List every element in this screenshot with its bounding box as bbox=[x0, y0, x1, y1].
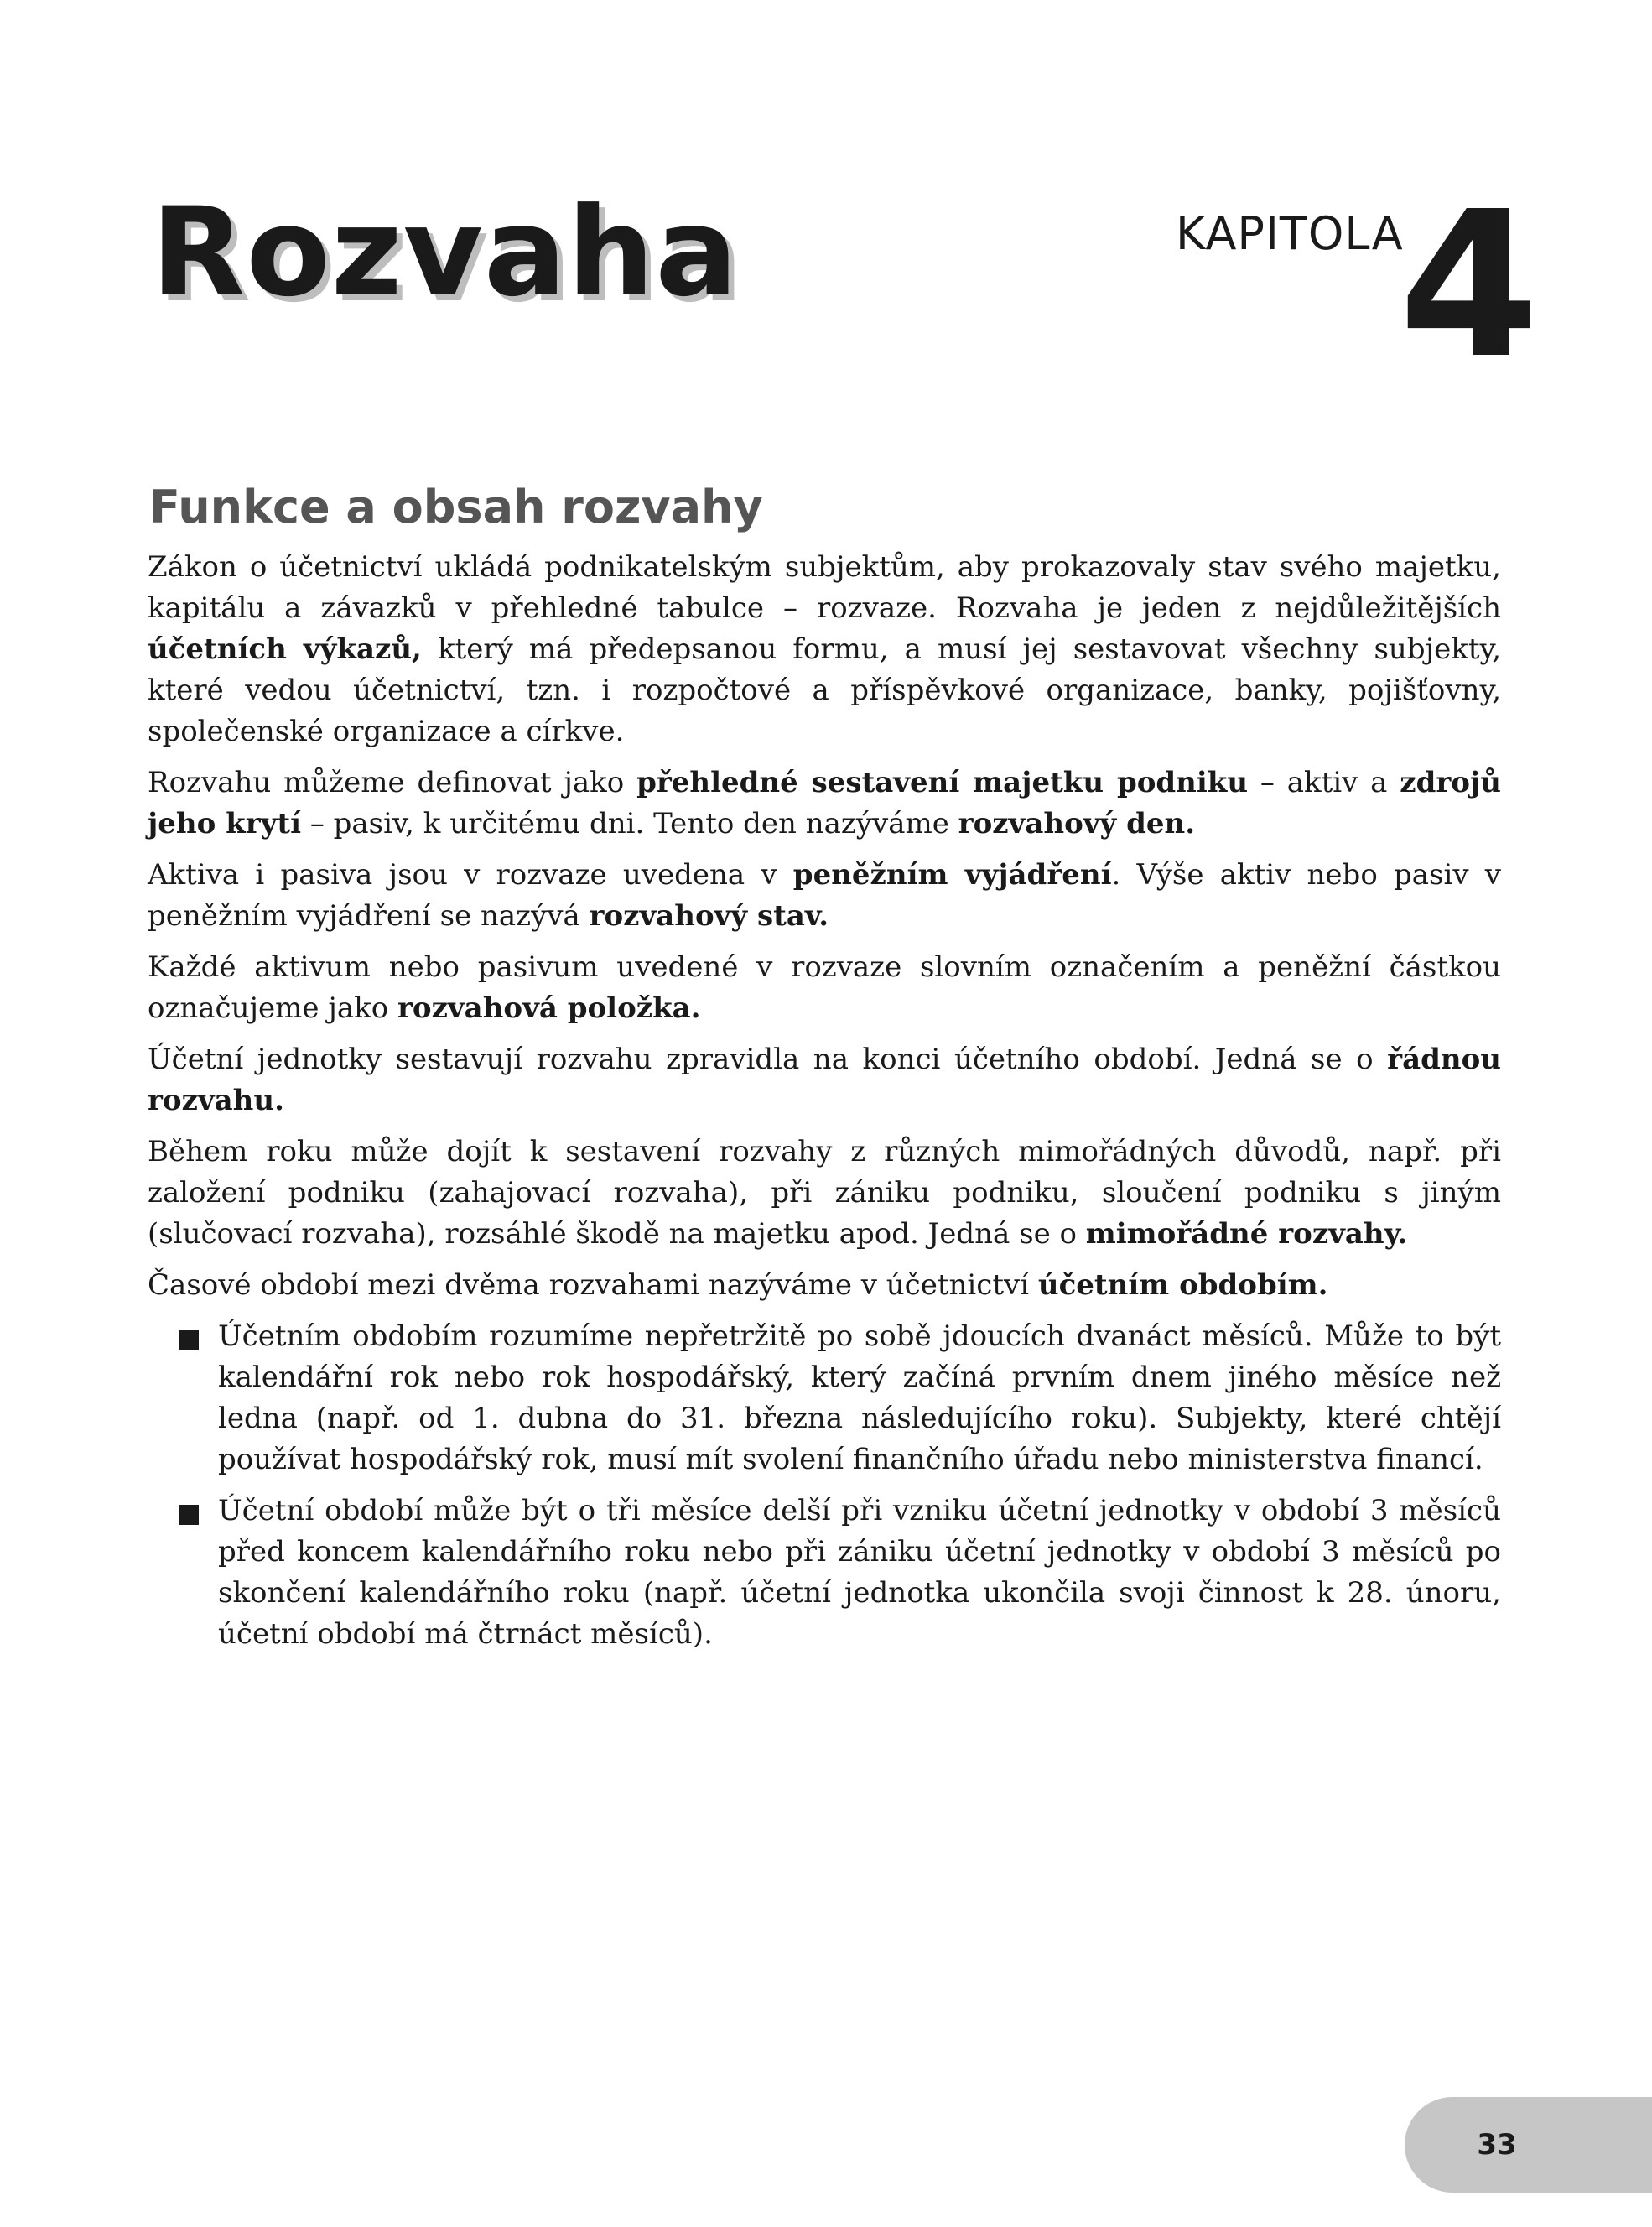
text-run: který má předepsanou formu, a musí jej sestavovat všechny subjekty, které vedou účetnictví, tzn. i rozpočtové a příspěvkové organizace, banky, pojišťovny, společenské organizace a církve. bbox=[148, 632, 1502, 748]
bold-term: řádnou rozvahu. bbox=[148, 1043, 1501, 1117]
text-run: – aktiv a bbox=[1248, 766, 1400, 799]
paragraph bbox=[148, 547, 1501, 752]
list-item-text: Účetním obdobím rozumíme nepřetržitě po sobě jdoucích dvanáct měsíců. Může to být kalendářní rok nebo rok hospodářský, který začíná prvním dnem jiného měsíce než ledna (např. od 1. dubna do 31. března následujícího roku). Subjekty, které chtějí používat hospodářský rok, musí mít svolení finančního úřadu nebo ministerstva financí. bbox=[218, 1319, 1501, 1476]
list-item bbox=[148, 1491, 1501, 1655]
square-bullet-icon bbox=[179, 1330, 199, 1350]
list-item-text: Účetní období může být o tři měsíce delší při vzniku účetní jednotky v období 3 měsíců před koncem kalendářního roku nebo při zániku účetní jednotky v období 3 měsíců po skončení kalendářního roku (např. účetní jednotka ukončila svoji činnost k 28. únoru, účetní období má čtrnáct měsíců). bbox=[218, 1494, 1501, 1651]
list-item bbox=[148, 1316, 1501, 1480]
text-run: Aktiva i pasiva jsou v rozvaze uvedena v bbox=[148, 858, 793, 892]
body-text bbox=[148, 547, 1501, 1665]
square-bullet-icon bbox=[179, 1505, 199, 1525]
text-run: Účetní jednotky sestavují rozvahu zpravidla na konci účetního období. Jedná se o bbox=[148, 1043, 1388, 1076]
bold-term: peněžním vyjádření bbox=[792, 858, 1112, 892]
paragraph bbox=[148, 1132, 1501, 1255]
text-run: Rozvahu můžeme definovat jako bbox=[148, 766, 637, 799]
bold-term: přehledné sestavení majetku podniku bbox=[636, 766, 1249, 799]
bold-term: rozvahový den. bbox=[958, 807, 1196, 840]
text-run: Každé aktivum nebo pasivum uvedené v rozvaze slovním označením a peněžní částkou označujeme jako bbox=[148, 950, 1501, 1025]
chapter-number: 4 bbox=[1399, 168, 1539, 403]
paragraph bbox=[148, 1039, 1501, 1121]
page-number: 33 bbox=[1477, 2128, 1517, 2162]
chapter-label: KAPITOLA bbox=[1176, 207, 1404, 260]
paragraph bbox=[148, 1265, 1501, 1306]
bullet-list bbox=[148, 1316, 1501, 1655]
text-run: – pasiv, k určitému dni. Tento den nazýváme bbox=[301, 807, 958, 840]
section-heading: Funkce a obsah rozvahy bbox=[149, 481, 763, 533]
bold-term: účetních výkazů, bbox=[148, 632, 422, 666]
paragraph bbox=[148, 855, 1501, 937]
paragraph bbox=[148, 947, 1501, 1029]
text-run: Během roku může dojít k sestavení rozvahy z různých mimořádných důvodů, např. při založení podniku (zahajovací rozvaha), při zániku podniku, sloučení podniku s jiným (slučovací rozvaha), rozsáhlé škodě na majetku apod. Jedná se o bbox=[148, 1135, 1501, 1251]
bold-term: rozvahová položka. bbox=[397, 991, 701, 1025]
bold-term: mimořádné rozvahy. bbox=[1085, 1217, 1408, 1251]
text-run: . Výše aktiv nebo pasiv v peněžním vyjádření se nazývá bbox=[148, 858, 1501, 933]
text-run: Časové období mezi dvěma rozvahami nazýváme v účetnictví bbox=[148, 1268, 1038, 1302]
paragraph bbox=[148, 762, 1501, 845]
bold-term: účetním obdobím. bbox=[1037, 1268, 1328, 1302]
text-run: Zákon o účetnictví ukládá podnikatelským subjektům, aby prokazovaly stav svého majetku, kapitálu a závazků v přehledné tabulce – rozvaze. Rozvaha je jeden z nejdůležitějších bbox=[148, 550, 1501, 625]
chapter-title: Rozvaha bbox=[151, 181, 739, 324]
paragraph-list bbox=[148, 547, 1501, 1306]
bold-term: zdrojů jeho krytí bbox=[148, 766, 1501, 840]
bold-term: rozvahový stav. bbox=[589, 899, 829, 933]
